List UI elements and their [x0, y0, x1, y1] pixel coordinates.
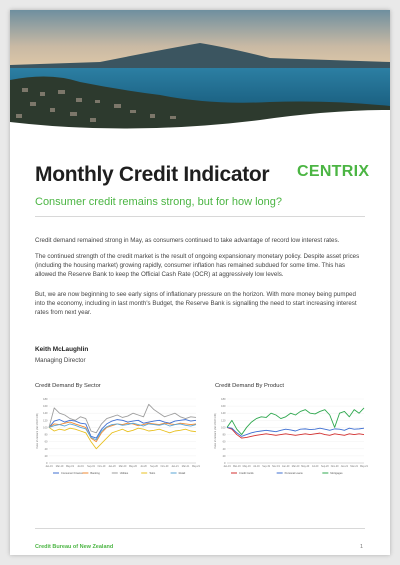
x-tick-label: Nov-19 [97, 465, 106, 468]
x-tick-label: Jan-19 [223, 465, 231, 468]
y-axis-label: Index of demand (Jan 2019=100) [214, 413, 217, 449]
x-tick-label: Jul-20 [311, 465, 319, 468]
y-tick-label: 100 [43, 426, 48, 430]
x-tick-label: May-21 [360, 465, 368, 468]
y-tick-label: 140 [43, 412, 48, 416]
y-tick-label: 0 [46, 462, 48, 465]
y-tick-label: 40 [44, 447, 48, 451]
x-tick-label: Mar-20 [291, 465, 300, 468]
x-tick-label: May-20 [301, 465, 310, 468]
signature-name: Keith McLaughlin [35, 346, 89, 353]
x-tick-label: Nov-20 [160, 465, 169, 468]
y-tick-label: 120 [221, 419, 226, 423]
y-tick-label: 20 [222, 454, 226, 458]
y-tick-label: 140 [221, 412, 226, 416]
x-tick-label: Jan-21 [340, 465, 349, 468]
signature-role: Managing Director [35, 357, 86, 364]
x-tick-label: Sep-19 [87, 465, 95, 468]
legend-label: Retail [178, 472, 186, 475]
y-tick-label: 60 [44, 440, 48, 444]
x-tick-label: Mar-19 [55, 465, 64, 468]
chart-title-sector: Credit Demand By Sector [35, 383, 101, 389]
legend-label: Credit Cards [239, 472, 254, 475]
page-number: 1 [360, 544, 364, 550]
x-tick-label: Nov-20 [330, 465, 339, 468]
y-axis-label: Index of demand (Jan 2019=100) [36, 413, 39, 449]
y-tick-label: 40 [222, 447, 226, 451]
y-tick-label: 80 [222, 433, 226, 437]
x-tick-label: May-20 [129, 465, 137, 468]
chart-title-product: Credit Demand By Product [215, 383, 284, 389]
legend-label: Banking [90, 472, 100, 475]
legend-label: Mortgages [330, 472, 343, 475]
footer-divider [35, 528, 365, 529]
body-paragraph-3: But, we are now beginning to see early signs of inflationary pressure on the horizon. With more money being pumped into the economy, including in last month's Budget, the Reserve Bank is signalling the need to start increasing interest rates from next year. [35, 291, 357, 316]
x-tick-label: Mar-20 [118, 465, 127, 468]
legend-label: Consumer Finance [61, 472, 83, 475]
x-tick-label: Jan-21 [171, 465, 179, 468]
legend-label: Telco [149, 472, 156, 475]
y-tick-label: 180 [221, 398, 226, 401]
x-tick-label: May-19 [242, 465, 251, 468]
y-tick-label: 160 [43, 405, 48, 409]
page-title: Monthly Credit Indicator [35, 163, 270, 186]
hero-landscape-image [10, 10, 390, 135]
x-tick-label: Nov-19 [272, 465, 280, 468]
x-tick-label: May-21 [192, 465, 200, 468]
x-tick-label: Jul-19 [253, 465, 260, 468]
x-tick-label: Jul-20 [140, 465, 147, 468]
page-subtitle: Consumer credit remains strong, but for how long? [35, 196, 283, 208]
y-tick-label: 120 [43, 419, 48, 423]
x-tick-label: Mar-21 [350, 465, 359, 468]
divider [35, 216, 365, 217]
x-tick-label: Jan-20 [108, 465, 116, 468]
y-tick-label: 0 [224, 462, 226, 465]
y-tick-label: 160 [221, 405, 226, 409]
centrix-logo: CENTRIX [297, 163, 370, 180]
body-paragraph-1: Credit demand remained strong in May, as consumers continued to take advantage of record low interest rates. [35, 237, 340, 244]
y-tick-label: 180 [43, 398, 48, 401]
x-tick-label: Mar-19 [232, 465, 241, 468]
chart-credit-demand-by-sector [35, 395, 200, 485]
chart-credit-demand-by-product [213, 395, 368, 485]
footer-organization: Credit Bureau of New Zealand [35, 544, 114, 550]
x-tick-label: Sep-19 [262, 465, 271, 468]
x-tick-label: Jul-19 [77, 465, 84, 468]
y-tick-label: 100 [221, 426, 226, 430]
y-tick-label: 60 [222, 440, 226, 444]
x-tick-label: Sep-20 [320, 465, 329, 468]
x-tick-label: Jan-19 [45, 465, 53, 468]
y-tick-label: 20 [44, 454, 48, 458]
document-page [10, 10, 390, 555]
x-tick-label: Jan-20 [282, 465, 290, 468]
y-tick-label: 80 [44, 433, 48, 437]
x-tick-label: Mar-21 [181, 465, 190, 468]
legend-label: Utilities [119, 472, 129, 475]
x-tick-label: May-19 [66, 465, 74, 468]
legend-label: Personal Loans [284, 472, 303, 475]
body-paragraph-2: The continued strength of the credit market is the result of ongoing expansionary monetary policy. Despite asset prices (including the housing market) growing rapidly, consumer inflation has remained subdued for some time. This has allowed the Reserve Bank to keep the Official Cash Rate (OCR) at aggressively low levels. [35, 253, 360, 278]
series-line-1 [227, 427, 364, 438]
x-tick-label: Sep-20 [150, 465, 158, 468]
series-line-4 [49, 427, 196, 448]
